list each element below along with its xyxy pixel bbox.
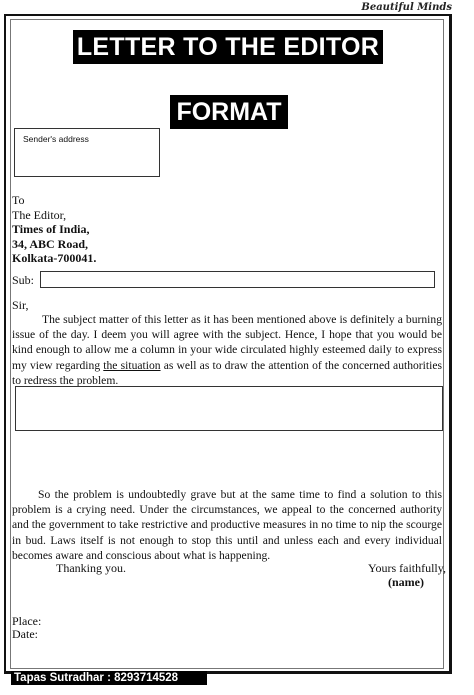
recipient-line-newspaper: Times of India, <box>12 222 90 236</box>
paragraph-intro-text: The subject matter of this letter as it has been mentioned above is definitely a burning issue of the day. I deem you will agree with the subject. Hence, I hope that you would be kind enough to allow me a column in your wide circulated highly esteemed daily to express my view regarding <box>12 313 442 372</box>
signature-name: (name) <box>388 575 424 589</box>
thanking-line: Thanking you. <box>56 561 126 575</box>
paragraph-conclusion: So the problem is undoubtedly grave but at the same time to find a solution to this problem is a crying need. Under the circumstances, we appeal to the concerned authority and the government to take restrictive and productive measures in no time to nip the scourge in bud. Laws itself is not enough to stop this until and unless each and every individual becomes aware and conscious about what is happening. <box>12 488 442 562</box>
letter-body-box <box>15 386 443 431</box>
place-label: Place: <box>12 614 42 628</box>
format-heading: FORMAT <box>170 95 288 129</box>
recipient-line-editor: The Editor, <box>12 207 67 222</box>
subject-field-box <box>40 271 435 288</box>
recipient-address <box>12 193 96 266</box>
underlined-phrase: the situation <box>103 358 161 372</box>
recipient-line-street: 34, ABC Road, <box>12 236 89 251</box>
author-banner: Tapas Sutradhar : 8293714528 <box>11 671 207 685</box>
complimentary-close: Yours faithfully, <box>367 561 446 575</box>
paragraph-intro-text-end: as well as to draw the attention of the concerned authorities to redress the problem. <box>12 358 442 387</box>
salutation: Sir, <box>12 298 29 312</box>
date-label: Date: <box>12 627 38 641</box>
sender-address-box <box>14 128 160 177</box>
recipient-line-city: Kolkata-700041. <box>12 251 97 265</box>
subject-label: Sub: <box>12 273 35 287</box>
page-title: LETTER TO THE EDITOR <box>73 30 383 64</box>
recipient-to: To <box>12 193 25 207</box>
sender-address-label: Sender's address <box>23 134 89 144</box>
brand-logo-text: Beautiful Minds <box>361 2 452 13</box>
paragraph-introduction <box>12 312 442 388</box>
